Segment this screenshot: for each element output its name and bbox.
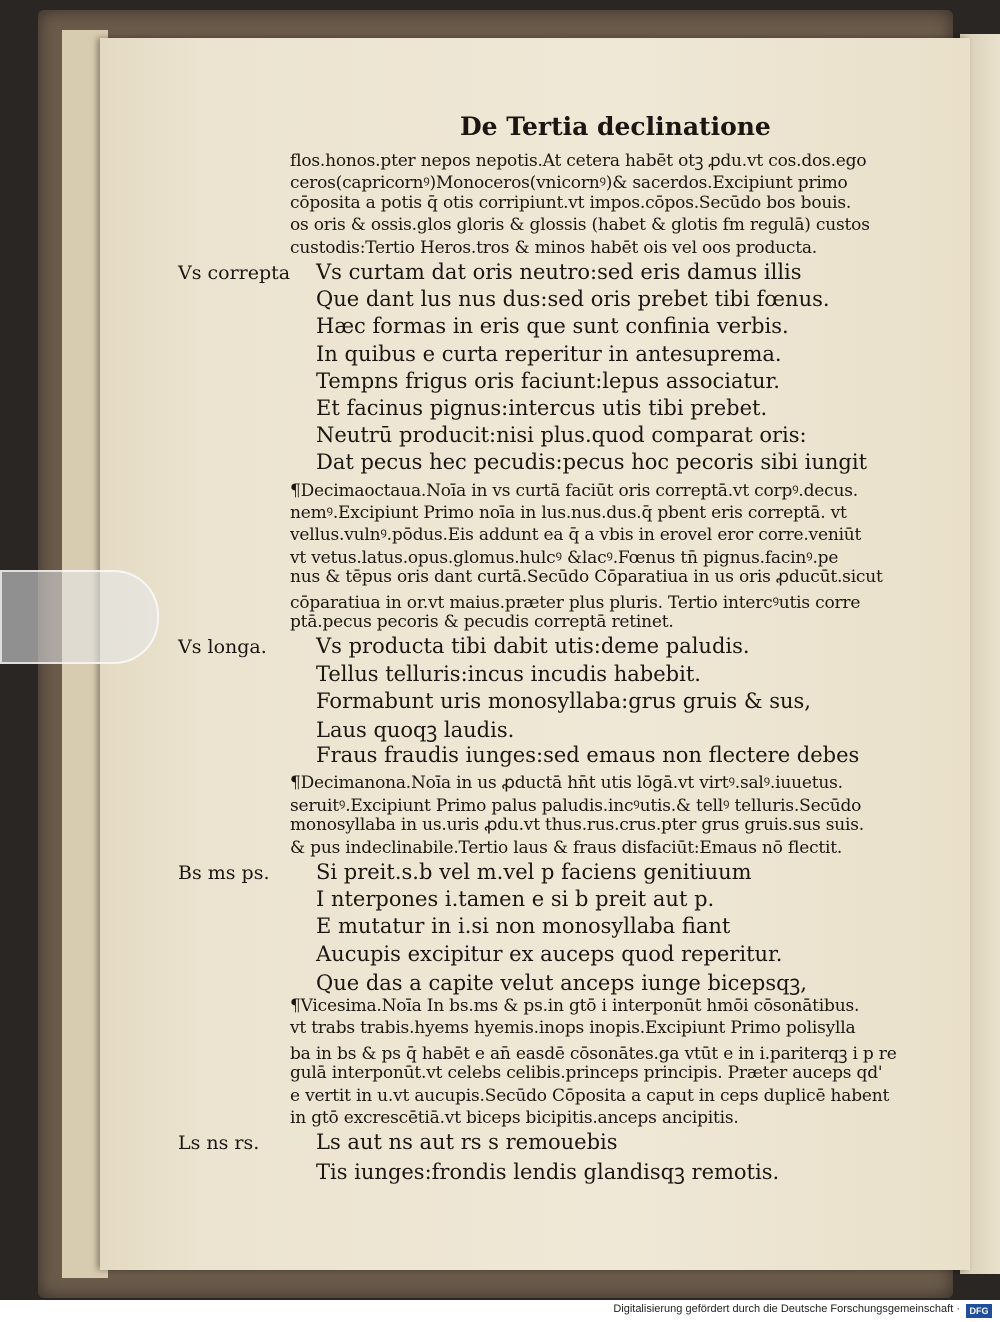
verse-line: Neutrū producit:nisi plus.quod comparat oris: (316, 423, 807, 448)
prose-line: ¶Decimaoctaua.Noīa in vs curtā faciūt oris correptā.vt corpꝰ.decus. (290, 480, 858, 501)
verse-line: Hæc formas in eris que sunt confinia verbis. (316, 314, 789, 339)
verse-line: Et facinus pignus:intercus utis tibi prebet. (316, 396, 768, 420)
funding-credit: Digitalisierung gefördert durch die Deutsche Forschungsgemeinschaft · (613, 1303, 960, 1315)
running-head: De Tertia declinatione (460, 112, 771, 141)
margin-note: Bs ms ps. (178, 862, 270, 884)
page-holder-clip (0, 570, 159, 664)
prose-line: in gtō excrescētiā.vt biceps bicipitis.anceps ancipitis. (290, 1108, 739, 1128)
prose-line: ¶Decimanona.Noīa in us ꝓductā hn̄t utis lōgā.vt virtꝰ.salꝰ.iuuetus. (290, 773, 843, 794)
prose-line: ¶Vicesima.Noīa In bs.ms & ps.in gtō i interponūt hmōi cōsonātibus. (290, 996, 860, 1016)
verse-line: Fraus fraudis iunges:sed emaus non flectere debes (316, 743, 860, 768)
prose-line: cōparatiua in or.vt maius.præter plus pluris. Tertio intercꝰutis corre (290, 592, 861, 613)
prose-line: nus & tēpus oris dant curtā.Secūdo Cōparatiua in us oris ꝓducūt.sicut (290, 567, 883, 588)
verse-line: Dat pecus hec pecudis:pecus hoc pecoris sibi iungit (316, 450, 868, 475)
prose-line: vt trabs trabis.hyems hyemis.inops inopis.Excipiunt Primo polisylla (290, 1018, 856, 1039)
verse-line: Vs curtam dat oris neutro:sed eris damus illis (316, 260, 802, 284)
prose-line: monosyllaba in us.uris ꝓdu.vt thus.rus.crus.pter grus gruis.sus suis. (290, 815, 864, 836)
verse-line: Aucupis excipitur ex auceps quod reperitur. (316, 941, 783, 966)
prose-line: gulā interponūt.vt celebs celibis.princeps principis. Præter auceps qd' (290, 1063, 883, 1084)
verse-line: Que dant lus nus dus:sed oris prebet tibi fœnus. (316, 287, 830, 312)
prose-line: & pus indeclinabile.Tertio laus & fraus disfaciūt:Emaus nō flectit. (290, 837, 843, 858)
verse-line: Tis iunges:frondis lendis glandisqꝫ remotis. (316, 1159, 780, 1184)
verse-line: Laus quoqꝫ laudis. (316, 718, 515, 742)
prose-line: ba in bs & ps q̄ habēt e an̄ easdē cōsonātes.ga vtūt e in i.pariterqꝫ i p re (290, 1043, 897, 1064)
prose-line: ptā.pecus pecoris & pecudis correptā retinet. (290, 612, 674, 632)
verse-line: Tempns frigus oris faciunt:lepus associatur. (316, 368, 780, 393)
verse-line: Formabunt uris monosyllaba:grus gruis & sus, (316, 688, 811, 713)
verse-line: E mutatur in i.si non monosyllaba fiant (316, 914, 731, 939)
prose-line: vellus.vulnꝰ.pōdus.Eis addunt ea q̄ a vbis in erovel eror corre.veniūt (290, 525, 862, 546)
verse-line: Si preit.s.b vel m.vel p faciens genitiuum (316, 860, 752, 884)
verse-line: Vs producta tibi dabit utis:deme paludis. (316, 634, 750, 659)
prose-line: flos.honos.pter nepos nepotis.At cetera habēt otꝫ ꝓdu.vt cos.dos.ego (290, 151, 867, 171)
verse-line: Que das a capite velut anceps iunge bicepsqꝫ, (316, 970, 807, 995)
prose-line: vt vetus.latus.opus.glomus.hulcꝰ &lacꝰ.Fœnus tn̄ pignus.facinꝰ.pe (290, 547, 839, 568)
prose-line: e vertit in u.vt aucupis.Secūdo Cōposita a caput in ceps duplicē habent (290, 1085, 890, 1106)
prose-line: cōposita a potis q̄ otis corripiunt.vt impos.cōpos.Secūdo bos bouis. (290, 192, 852, 213)
prose-line: seruitꝰ.Excipiunt Primo palus paludis.incꝰutis.& tellꝰ telluris.Secūdo (290, 795, 862, 816)
prose-line: ceros(capricornꝰ)Monoceros(vnicornꝰ)& sacerdos.Excipiunt primo (290, 173, 848, 194)
verse-line: I nterpones i.tamen e si b preit aut p. (316, 887, 715, 912)
prose-line: nemꝰ.Excipiunt Primo noīa in lus.nus.dus.q̄ pbent eris correptā. vt (290, 503, 847, 523)
prose-line: os oris & ossis.glos gloris & glossis (habet & glotis fm regulā) custos (290, 215, 870, 236)
footer-bar (0, 1300, 1000, 1322)
dfg-logo: DFG (966, 1304, 992, 1318)
verse-line: Ls aut ns aut rs s remouebis (316, 1130, 618, 1155)
verse-line: Tellus telluris:incus incudis habebit. (316, 661, 701, 686)
prose-line: custodis:Tertio Heros.tros & minos habēt ois vel oos producta. (290, 237, 817, 258)
margin-note: Ls ns rs. (178, 1132, 260, 1155)
verse-line: In quibus e curta reperitur in antesuprema. (316, 341, 782, 366)
margin-note: Vs correpta (178, 262, 291, 284)
margin-note: Vs longa. (178, 636, 267, 659)
